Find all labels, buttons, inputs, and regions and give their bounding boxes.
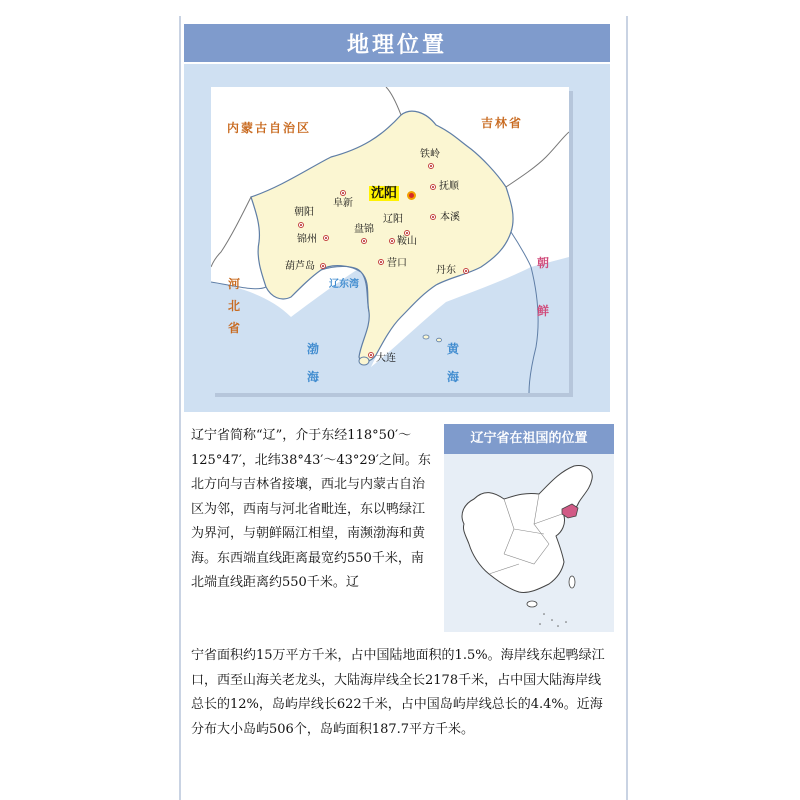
island-1 — [359, 357, 369, 365]
city-marker-fuxin — [340, 190, 346, 196]
liaoning-map — [211, 87, 569, 393]
china-map-svg — [444, 454, 614, 632]
hainan-island — [527, 601, 537, 607]
inset-title: 辽宁省在祖国的位置 — [444, 424, 614, 454]
area-coastline-paragraph: 宁省面积约15万平方千米，占中国陆地面积的1.5%。海岸线东起鸭绿江口，西至山海关老龙头，大陆海岸线全长2178千米，占中国大陆海岸线总长的12%，岛屿岸线长622千米，占中国岛屿岸线总长的4.4%。近海分布大小岛屿506个，岛屿面积187.7平方千米。 — [191, 648, 605, 737]
taiwan-island — [569, 576, 575, 588]
city-marker-chaoyang — [298, 222, 304, 228]
city-tieling: 铁岭 — [420, 149, 440, 160]
city-fushun: 抚顺 — [439, 181, 459, 192]
city-panjin: 盘锦 — [354, 224, 374, 235]
city-liaoyang: 辽阳 — [383, 214, 403, 225]
label-capital-shenyang: 沈阳 — [371, 186, 398, 201]
city-benxi: 本溪 — [440, 212, 460, 223]
city-anshan: 鞍山 — [397, 236, 417, 247]
city-marker-fushun — [430, 184, 436, 190]
label-hebei: 河北省 — [227, 277, 240, 335]
china-outline — [462, 466, 592, 593]
city-marker-anshan — [389, 238, 395, 244]
south-sea-islands — [539, 613, 567, 627]
label-liaodong-bay: 辽东湾 — [329, 279, 359, 290]
city-marker-yingkou — [378, 259, 384, 265]
title-bar — [184, 24, 610, 62]
island-2 — [423, 335, 429, 339]
island-3 — [437, 338, 442, 342]
city-marker-panjin — [361, 238, 367, 244]
label-jilin: 吉林省 — [481, 116, 524, 130]
label-korea: 朝鲜 — [536, 256, 549, 318]
city-marker-jinzhou — [323, 235, 329, 241]
page-title: 地理位置 — [346, 33, 447, 58]
city-marker-dalian — [368, 352, 374, 358]
city-huludao: 葫芦岛 — [285, 261, 315, 272]
label-yellow-sea: 黄海 — [446, 342, 459, 384]
city-jinzhou: 锦州 — [297, 234, 317, 245]
city-marker-benxi — [430, 214, 436, 220]
inset-map — [444, 454, 614, 632]
label-bohai: 渤海 — [306, 342, 319, 384]
city-dandong: 丹东 — [436, 265, 456, 276]
china-inset — [444, 424, 614, 632]
city-yingkou: 营口 — [387, 258, 407, 269]
city-marker-dandong — [463, 268, 469, 274]
city-marker-huludao — [320, 263, 326, 269]
capital-marker — [407, 191, 416, 200]
intro-paragraph: 辽宁省简称“辽”，介于东经118°50′～125°47′，北纬38°43′～43°29′之间。东北方向与吉林省接壤，西北与内蒙古自治区为邻，西南与河北省毗连，东以鸭绿江为界河，与朝鲜隔江相望，南濒渤海和黄海。东西端直线距离最宽约550千米，南北端直线距离约550千米。辽 — [191, 428, 431, 590]
city-chaoyang: 朝阳 — [294, 207, 314, 218]
label-inner-mongolia: 内蒙古自治区 — [227, 121, 312, 135]
city-marker-tieling — [428, 163, 434, 169]
city-dalian: 大连 — [376, 353, 396, 364]
city-fuxin: 阜新 — [333, 198, 353, 209]
